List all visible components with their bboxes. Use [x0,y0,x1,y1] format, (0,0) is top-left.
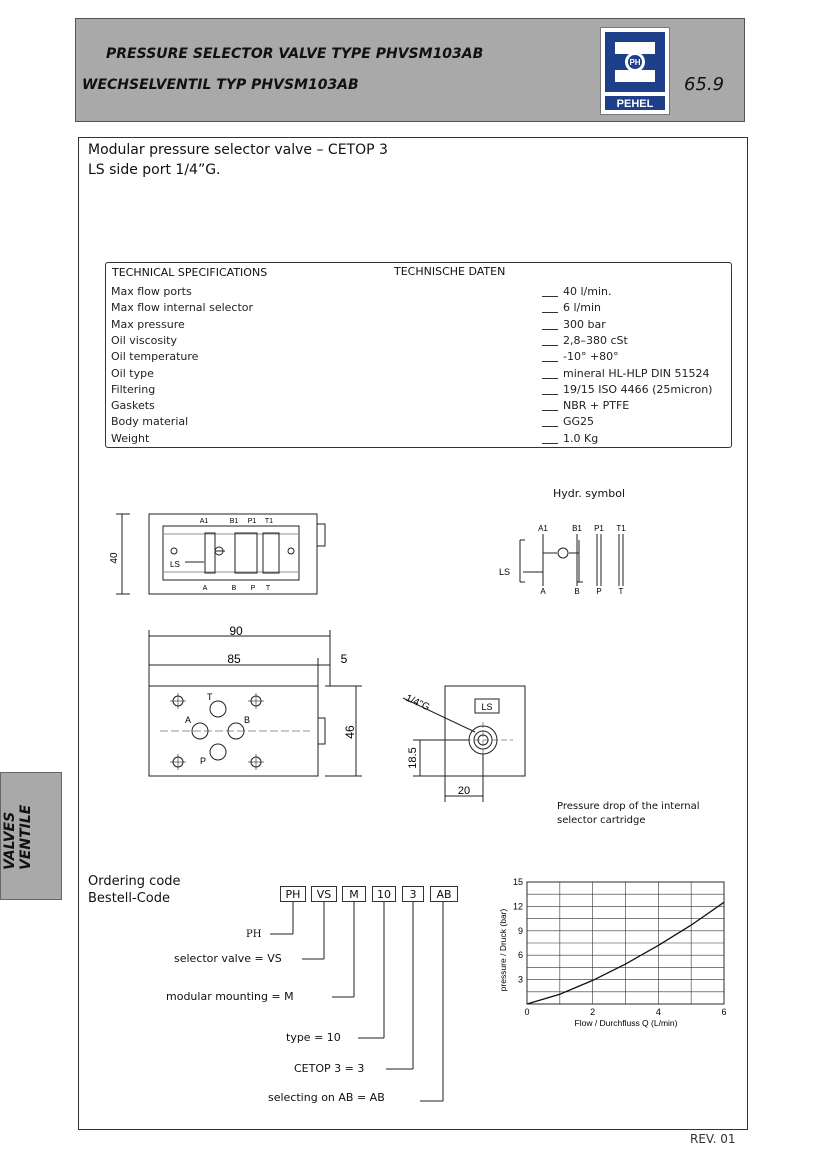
spec-value: NBR + PTFE [563,399,630,413]
order-line-ph: PH [246,929,262,940]
code-box-ab: AB [430,886,458,902]
spec-label: Oil viscosity [111,333,177,347]
side-port-a: A [202,585,208,592]
code-box-10: 10 [372,886,396,902]
code-box-3: 3 [402,886,424,902]
top-view-drawing [140,622,370,784]
spec-leader-line [542,296,558,297]
spec-value: 300 bar [563,317,606,331]
end-ls-label: LS [481,702,493,712]
chart-ticks [513,877,727,1017]
spec-value: 19/15 ISO 4466 (25micron) [563,382,713,396]
ordering-title-de: Bestell-Code [88,891,170,906]
code-box-m: M [342,886,366,902]
top-dim-body: 85 [227,652,241,666]
logo-graphic [601,28,669,114]
order-line-m: modular mounting = M [166,990,294,1003]
spec-value: 2,8–380 cSt [563,333,628,347]
page-number: 65.9 [684,74,725,95]
spec-value: 1.0 Kg [563,431,599,445]
chart-y-tick-label: 15 [512,877,523,887]
end-port-label: 1/4"G [403,692,432,714]
logo-ph-text: PH [629,58,641,67]
ordering-title-en: Ordering code [88,874,181,889]
specs-heading-en: TECHNICAL SPECIFICATIONS [112,266,268,279]
end-view-drawing [395,682,535,804]
chart-grid [527,882,724,1004]
chart-title-line-2: selector cartridge [557,815,646,826]
chart-y-tick-label: 9 [517,925,523,936]
side-view-drawing [100,500,340,610]
intro-line-1: Modular pressure selector valve – CETOP 3 [88,142,388,158]
top-port-p: P [200,756,207,766]
top-dim-height: 46 [343,725,357,739]
spec-value: 40 l/min. [563,285,612,298]
intro-line-2: LS side port 1/4”G. [88,162,221,178]
title-english: PRESSURE SELECTOR VALVE TYPE PHVSM103AB [106,46,484,62]
spec-leader-line [542,394,558,395]
chart-y-axis-label: pressure / Druck (bar) [498,908,508,992]
side-port-t1: T1 [264,518,274,525]
symbol-port-a: A [540,587,546,596]
spec-leader-line [542,378,558,379]
specifications-box [105,262,732,448]
spec-leader-line [542,426,558,427]
top-port-b: B [244,715,251,725]
spec-label: Gaskets [111,399,155,413]
logo-text: PEHEL [616,98,654,110]
spec-label: Weight [111,431,150,445]
order-line-type: type = 10 [286,1031,341,1044]
spec-label: Max pressure [111,317,185,331]
side-port-p1: P1 [247,518,257,525]
spec-leader-line [542,410,558,411]
side-port-t: T [265,585,271,592]
side-port-b1: B1 [229,518,239,525]
side-dim-height: 40 [109,552,120,564]
spec-leader-line [542,361,558,362]
symbol-port-t1: T1 [616,524,626,533]
chart-x-tick-label: 6 [721,1007,727,1017]
side-ls-label: LS [170,560,180,569]
chart-y-tick-label: 12 [512,901,523,912]
spec-label: Oil temperature [111,350,199,364]
pehel-logo [600,27,670,115]
ordering-leader-lines [240,902,470,1107]
side-port-p: P [250,585,256,592]
chart-x-axis-label: Flow / Durchfluss Q (L/min) [574,1018,678,1028]
order-line-ab: selecting on AB = AB [268,1091,385,1104]
side-port-b: B [231,585,237,592]
pressure-drop-chart [490,868,740,1038]
chart-title-line-1: Pressure drop of the internal [557,801,700,812]
spec-label: Filtering [111,382,156,396]
code-box-vs: VS [311,886,337,902]
top-port-a: A [185,715,192,725]
chart-x-tick-label: 2 [590,1007,596,1017]
symbol-port-t: T [618,587,624,596]
hydraulic-symbol [495,520,645,600]
symbol-port-a1: A1 [538,524,548,533]
end-dim-vertical: 18.5 [407,747,419,769]
symbol-port-p1: P1 [594,524,604,533]
spec-value: mineral HL-HLP DIN 51524 [563,366,710,380]
symbol-port-b: B [574,587,580,596]
spec-label: Body material [111,415,189,429]
spec-value: -10° +80° [563,350,619,364]
spec-label: Oil type [111,366,154,380]
symbol-port-p: P [596,587,602,596]
order-line-vs: selector valve = VS [174,952,282,965]
symbol-port-b1: B1 [572,524,582,533]
revision-label: REV. 01 [690,1132,736,1146]
spec-leader-line [542,329,558,330]
side-tab-line-2: VENTILE [18,804,34,870]
top-dim-small: 5 [340,652,348,666]
chart-x-tick-label: 4 [655,1007,661,1017]
spec-value: GG25 [563,415,595,429]
spec-leader-line [542,443,558,444]
spec-leader-line [542,312,558,313]
top-port-t: T [207,692,213,702]
code-box-ph: PH [280,886,306,902]
spec-value: 6 l/min [563,301,602,315]
side-tab-line-1: VALVES [2,811,18,870]
side-port-a1: A1 [199,518,209,525]
hydr-symbol-title: Hydr. symbol [553,487,625,500]
spec-label: Max flow ports [111,285,192,298]
title-german: WECHSELVENTIL TYP PHVSM103AB [82,77,359,93]
category-side-text [2,805,34,870]
spec-leader-line [542,345,558,346]
end-dim-horizontal: 20 [457,785,471,797]
chart-y-tick-label: 3 [517,974,523,985]
top-dim-total: 90 [229,624,243,638]
chart-x-tick-label: 0 [524,1007,530,1017]
spec-label: Max flow internal selector [111,301,254,315]
chart-y-tick-label: 6 [517,950,523,961]
specs-heading-de: TECHNISCHE DATEN [394,265,506,278]
symbol-ls-label: LS [499,567,511,577]
order-line-cetop: CETOP 3 = 3 [294,1062,365,1075]
